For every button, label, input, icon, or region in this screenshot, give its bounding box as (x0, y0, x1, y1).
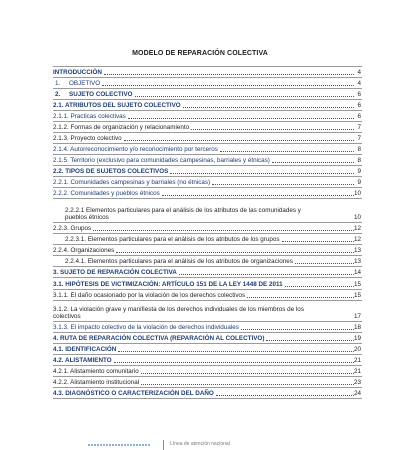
toc-entry-page: 21 (353, 368, 361, 375)
toc-entry-page: 23 (353, 379, 361, 386)
toc-leader (247, 297, 354, 298)
toc-leader (170, 173, 354, 174)
toc-entry-page: 7 (357, 124, 361, 131)
toc-entry-label (53, 69, 102, 76)
page-title: MODELO DE REPARACIÓN COLECTIVA (132, 50, 268, 57)
toc-entry-text: 4.2.2. Alistamiento institucional (53, 379, 140, 386)
toc-entry[interactable] (53, 245, 362, 256)
toc-entry-text: 3.1.2. La violación grave y manifiesta de los derechos individuales de los miembros de los colectivos (53, 306, 304, 320)
toc-entry-text: 2.1.4. Autorreconocimiento y/o reconocimiento por terceros (53, 146, 218, 153)
toc-entry-page: 6 (357, 91, 361, 98)
toc-entry-label (53, 168, 168, 175)
toc-entry-page: 9 (357, 179, 361, 186)
toc-leader (128, 118, 354, 119)
toc-entry-label (53, 368, 139, 375)
toc-leader (266, 340, 354, 341)
toc-entry[interactable] (53, 301, 362, 322)
toc-entry[interactable] (53, 278, 362, 290)
toc-entry-page: 8 (357, 146, 361, 153)
toc-entry-page: 17 (353, 313, 361, 320)
toc-entry-number: 1. (55, 80, 61, 87)
toc-entry-text: 3.1.1. El daño ocasionado por la violación de los derechos colectivos (53, 292, 246, 299)
toc-entry[interactable] (53, 122, 362, 133)
footer-logo (88, 444, 150, 446)
toc-entry-text: 2.2.2.1 Elementos particulares para el análisis de los atributos de las comunidades y pueblos étnicos (65, 207, 301, 221)
toc-entry-text: 2.2.4. Organizaciones (53, 247, 115, 254)
toc-entry-label (65, 258, 293, 265)
toc-entry-page: 19 (353, 335, 361, 342)
toc-entry[interactable] (53, 377, 362, 388)
toc-entry-text: 2.2.1. Comunidades campesinas y barriales (no étnicas) (53, 179, 211, 186)
toc-entry-label (53, 135, 122, 142)
toc-entry-text: 2.1.2. Formas de organización y relacionamiento (53, 124, 190, 131)
toc-entry[interactable] (53, 344, 362, 355)
toc-entry[interactable] (53, 267, 362, 278)
toc-entry-text: 2.2.3. Grupos (53, 225, 92, 232)
toc-entry[interactable] (53, 177, 362, 188)
toc-entry[interactable] (53, 78, 362, 89)
toc-entry-text: 2.1.5. Territorio (exclusivo para comunidades campesinas, barriales y étnicas) (53, 157, 270, 164)
toc-entry-page: 6 (357, 102, 361, 109)
toc-entry-text: INTRODUCCIÓN (53, 69, 102, 76)
toc-entry[interactable] (53, 67, 362, 78)
toc-entry[interactable] (53, 111, 362, 122)
toc-leader (104, 74, 354, 75)
toc-leader (135, 96, 354, 97)
toc-leader (272, 162, 354, 163)
toc-entry[interactable] (53, 290, 362, 301)
toc-entry-page: 7 (357, 135, 361, 142)
toc-entry-page: 4 (357, 80, 361, 87)
toc-entry-page: 10 (353, 214, 361, 221)
toc-entry-label (65, 207, 320, 221)
footer-divider (163, 440, 164, 450)
toc-entry-page: 24 (353, 390, 361, 397)
toc-leader (220, 151, 354, 152)
toc-entry-page: 4 (357, 69, 361, 76)
toc-entry-page: 21 (353, 357, 361, 364)
toc-entry-text: 3.1. HIPÓTESIS DE VICTIMIZACIÓN: ARTÍCULO 151 DE LA LEY 1448 DE 2011 (53, 281, 283, 288)
page-footer (0, 440, 400, 450)
toc-entry[interactable] (53, 366, 362, 377)
toc-entry[interactable] (53, 100, 362, 111)
toc-entry-label (53, 324, 239, 331)
toc-leader (183, 107, 354, 108)
toc-entry[interactable] (53, 234, 362, 245)
toc-leader (141, 384, 354, 385)
toc-entry-page: 6 (357, 113, 361, 120)
toc-entry-text: 2.2.3.1. Elementos particulares para el análisis de los atributos de los grupos (65, 236, 280, 243)
toc-entry-label (53, 190, 160, 197)
toc-leader (116, 252, 354, 253)
toc-entry[interactable] (53, 188, 362, 199)
toc-entry-text: 2.2. TIPOS DE SUJETOS COLECTIVOS (53, 168, 169, 175)
toc-entry-page: 18 (353, 324, 361, 331)
toc-entry-label (53, 379, 139, 386)
toc-leader (102, 85, 354, 86)
toc-entry-text: 4.3. DIAGNÓSTICO O CARACTERIZACIÓN DEL DAÑO (53, 390, 214, 397)
toc-entry-page: 9 (357, 168, 361, 175)
toc-entry-label (55, 91, 133, 98)
toc-leader (114, 362, 354, 363)
toc-entry-text: 2.1. ATRIBUTOS DEL SUJETO COLECTIVO (53, 102, 181, 109)
toc-leader (282, 241, 354, 242)
toc-entry-page: 10 (353, 190, 361, 197)
toc-entry[interactable] (53, 133, 362, 144)
toc-entry-page: 8 (357, 157, 361, 164)
toc-entry-text: 4. RUTA DE REPARACIÓN COLECTIVA (REPARACIÓN AL COLECTIVO) (53, 335, 265, 342)
toc-entry-text: OBJETIVO (69, 80, 101, 87)
toc-leader (191, 129, 354, 130)
table-of-contents (53, 66, 362, 397)
toc-entry[interactable] (53, 355, 362, 366)
toc-entry-page: 13 (353, 258, 361, 265)
toc-entry-label (55, 80, 100, 87)
toc-entry-label (53, 157, 270, 164)
toc-entry-label (53, 269, 177, 276)
toc-leader (285, 286, 354, 287)
toc-entry-text: 4.2.1. Alistamiento comunitario (53, 368, 139, 375)
toc-entry-label (53, 179, 210, 186)
toc-entry[interactable] (53, 256, 362, 267)
toc-entry-text: 4.2. ALISTAMIENTO (53, 357, 112, 364)
toc-entry-page: 14 (353, 269, 361, 276)
toc-entry[interactable] (53, 144, 362, 155)
toc-entry[interactable] (53, 388, 362, 399)
toc-leader (124, 140, 354, 141)
toc-entry-label (53, 247, 114, 254)
toc-entry-page: 20 (353, 346, 361, 353)
toc-entry[interactable] (53, 166, 362, 177)
toc-entry-label (53, 225, 91, 232)
toc-entry[interactable] (53, 199, 362, 223)
toc-leader (212, 184, 354, 185)
toc-entry-page: 12 (353, 236, 361, 243)
toc-leader (295, 263, 354, 264)
toc-leader (241, 329, 354, 330)
toc-entry-label (65, 236, 280, 243)
toc-entry-label (53, 146, 218, 153)
toc-entry-label (53, 306, 333, 320)
toc-leader (93, 230, 354, 231)
toc-entry-text: 2.2.4.1. Elementos particulares para el análisis de los atributos de organizaciones (65, 258, 293, 265)
toc-entry[interactable] (53, 155, 362, 166)
toc-entry-number: 2. (55, 91, 61, 98)
toc-entry[interactable] (53, 223, 362, 234)
toc-entry-label (53, 335, 264, 342)
toc-entry-text: 3.1.3. El impacto colectivo de la violación de derechos individuales (53, 324, 239, 331)
toc-entry-page: 12 (353, 225, 361, 232)
toc-entry-label (53, 124, 189, 131)
toc-entry[interactable] (53, 333, 362, 344)
toc-entry-label (53, 281, 283, 288)
toc-entry[interactable] (53, 322, 362, 333)
toc-entry-label (53, 102, 181, 109)
toc-entry-page: 13 (353, 247, 361, 254)
toc-entry-label (53, 346, 116, 353)
toc-leader (118, 351, 354, 352)
toc-entry-label (53, 390, 214, 397)
toc-entry-text: 2.1.1. Practicas colectivas (53, 113, 126, 120)
toc-entry-page: 15 (353, 292, 361, 299)
toc-entry[interactable] (53, 89, 362, 100)
toc-leader (179, 274, 354, 275)
toc-entry-text: 2.1.3. Proyecto colectivo (53, 135, 122, 142)
toc-leader (162, 195, 354, 196)
toc-entry-label (53, 292, 245, 299)
footer-text: Línea de atención nacional (170, 441, 230, 447)
toc-leader (216, 395, 354, 396)
toc-entry-text: SUJETO COLECTIVO (69, 91, 133, 98)
toc-entry-label (53, 357, 112, 364)
toc-entry-text: 2.2.2. Comunidades y pueblos étnicos (53, 190, 160, 197)
toc-entry-text: 4.1. IDENTIFICACIÓN (53, 346, 117, 353)
toc-entry-label (53, 113, 126, 120)
toc-entry-page: 15 (353, 281, 361, 288)
toc-entry-text: 3. SUJETO DE REPARACIÓN COLECTIVA (53, 269, 177, 276)
toc-leader (141, 373, 354, 374)
